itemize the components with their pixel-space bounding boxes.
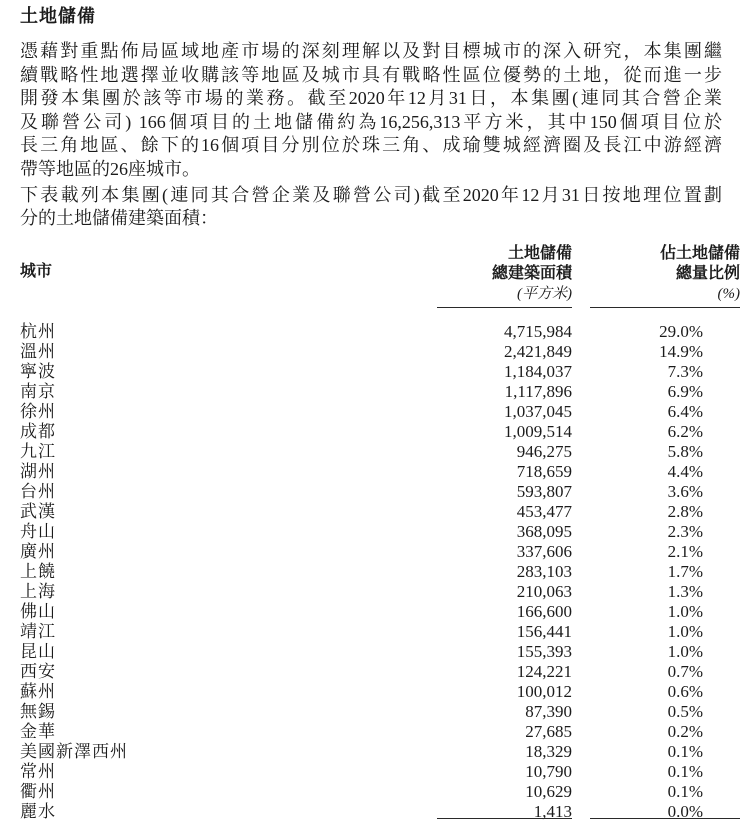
pct-cell: 6.4% (667, 401, 703, 421)
table-row (20, 782, 740, 802)
city-cell: 昆山 (20, 641, 56, 661)
pct-cell: 1.0% (667, 621, 703, 641)
table-row (20, 342, 740, 362)
pct-cell: 2.8% (667, 501, 703, 521)
pct-cell: 0.0% (667, 801, 703, 821)
pct-cell: 1.0% (667, 601, 703, 621)
pct-cell: 0.1% (667, 761, 703, 781)
paragraph-line: 憑藉對重點佈局區域地產市場的深刻理解以及對目標城市的深入研究，本集團繼 (20, 41, 722, 61)
table-row (20, 382, 740, 402)
area-cell: 155,393 (516, 641, 572, 661)
pct-cell: 5.8% (667, 441, 703, 461)
city-cell: 溫州 (20, 341, 56, 361)
city-cell: 金華 (20, 721, 56, 741)
city-cell: 美國新澤西州 (20, 741, 128, 761)
paragraph-line: 帶等地區的26座城市。 (20, 158, 200, 179)
pct-header-line2: 總量比例 (675, 264, 740, 282)
pct-cell: 0.2% (667, 721, 703, 741)
area-cell: 166,600 (516, 601, 572, 621)
city-cell: 武漢 (20, 501, 56, 521)
table-row (20, 462, 740, 482)
area-cell: 10,629 (525, 781, 572, 801)
area-cell: 946,275 (516, 441, 572, 461)
pct-cell: 0.1% (667, 741, 703, 761)
table-row (20, 542, 740, 562)
pct-header-line1: 佔土地儲備 (659, 244, 740, 262)
pct-cell: 1.3% (667, 581, 703, 601)
paragraph-line: 及聯營公司) 166個項目的土地儲備約為16,256,313平方米，其中150個項目位於 (20, 111, 722, 132)
area-cell: 1,117,896 (504, 381, 572, 401)
table-row (20, 642, 740, 662)
city-cell: 無錫 (20, 701, 56, 721)
area-cell: 100,012 (516, 681, 572, 701)
area-bottom-rule (437, 818, 572, 819)
paragraph-line: 下表載列本集團(連同其合營企業及聯營公司)截至2020年12月31日按地理位置劃 (20, 184, 722, 205)
city-cell: 上饒 (20, 561, 56, 581)
table-body (20, 322, 740, 822)
table-row (20, 802, 740, 822)
city-cell: 西安 (20, 661, 56, 681)
table-row (20, 482, 740, 502)
pct-cell: 0.5% (667, 701, 703, 721)
area-cell: 1,184,037 (504, 361, 572, 381)
city-cell: 南京 (20, 381, 56, 401)
pct-cell: 6.9% (667, 381, 703, 401)
area-cell: 1,009,514 (504, 421, 572, 441)
city-cell: 杭州 (20, 321, 56, 341)
table-row (20, 622, 740, 642)
pct-cell: 2.3% (667, 521, 703, 541)
table-row (20, 762, 740, 782)
area-cell: 718,659 (516, 461, 572, 481)
city-cell: 成都 (20, 421, 56, 441)
intro-paragraph (20, 40, 722, 182)
area-cell: 18,329 (525, 741, 572, 761)
table-row (20, 582, 740, 602)
city-cell: 台州 (20, 481, 56, 501)
area-column-header (437, 244, 572, 308)
table-row (20, 442, 740, 462)
table-row (20, 562, 740, 582)
page-title: 土地儲備 (20, 6, 96, 26)
table-row (20, 602, 740, 622)
area-cell: 593,807 (516, 481, 572, 501)
paragraph-line: 續戰略性地選擇並收購該等地區及城市具有戰略性區位優勢的土地，從而進一步 (20, 64, 722, 85)
city-cell: 常州 (20, 761, 56, 781)
pct-cell: 0.6% (667, 681, 703, 701)
pct-cell: 2.1% (667, 541, 703, 561)
pct-cell: 6.2% (667, 421, 703, 441)
area-cell: 453,477 (516, 501, 572, 521)
area-cell: 337,606 (516, 541, 572, 561)
table-row (20, 402, 740, 422)
city-cell: 徐州 (20, 401, 56, 421)
pct-cell: 14.9% (659, 341, 703, 361)
city-cell: 衢州 (20, 781, 56, 801)
area-cell: 1,413 (533, 801, 572, 821)
table-intro-paragraph (20, 184, 722, 231)
area-cell: 2,421,849 (504, 341, 572, 361)
area-cell: 156,441 (516, 621, 572, 641)
city-cell: 廣州 (20, 541, 56, 561)
paragraph-line: 開發本集團於該等市場的業務。截至2020年12月31日，本集團(連同其合營企業 (20, 88, 722, 109)
pct-cell: 1.0% (667, 641, 703, 661)
pct-cell: 7.3% (667, 361, 703, 381)
city-cell: 靖江 (20, 621, 56, 641)
pct-cell: 29.0% (659, 321, 703, 341)
table-row (20, 662, 740, 682)
city-cell: 湖州 (20, 461, 56, 481)
pct-column-header (590, 244, 740, 308)
area-header-line1: 土地儲備 (507, 244, 572, 262)
area-cell: 1,037,045 (504, 401, 572, 421)
pct-cell: 4.4% (667, 461, 703, 481)
area-cell: 124,221 (516, 661, 572, 681)
city-cell: 佛山 (20, 601, 56, 621)
pct-unit-label: (%) (717, 285, 740, 302)
pct-cell: 0.7% (667, 661, 703, 681)
area-cell: 210,063 (516, 581, 572, 601)
paragraph-line: 長三角地區、餘下的16個項目分別位於珠三角、成瑜雙城經濟圈及長江中游經濟 (20, 135, 722, 156)
pct-cell: 0.1% (667, 781, 703, 801)
pct-bottom-rule (590, 818, 740, 819)
city-cell: 麗水 (20, 801, 56, 821)
table-bottom-rules (20, 818, 740, 819)
area-cell: 368,095 (516, 521, 572, 541)
city-cell: 寧波 (20, 361, 56, 381)
area-header-line2: 總建築面積 (491, 264, 572, 282)
table-row (20, 362, 740, 382)
table-row (20, 522, 740, 542)
city-column-header: 城市 (20, 262, 53, 280)
pct-cell: 3.6% (667, 481, 703, 501)
city-cell: 上海 (20, 581, 56, 601)
table-row (20, 722, 740, 742)
area-cell: 283,103 (516, 561, 572, 581)
area-cell: 4,715,984 (504, 321, 572, 341)
table-row (20, 322, 740, 342)
land-reserve-table (20, 244, 740, 819)
table-header (20, 244, 740, 308)
table-row (20, 422, 740, 442)
table-row (20, 702, 740, 722)
area-cell: 10,790 (525, 761, 572, 781)
area-unit-label: (平方米) (517, 285, 572, 302)
paragraph-line: 分的土地儲備建築面積： (20, 208, 218, 229)
city-cell: 舟山 (20, 521, 56, 541)
table-row (20, 682, 740, 702)
city-cell: 蘇州 (20, 681, 56, 701)
table-row (20, 742, 740, 762)
area-cell: 27,685 (525, 721, 572, 741)
table-row (20, 502, 740, 522)
area-cell: 87,390 (525, 701, 572, 721)
city-cell: 九江 (20, 441, 56, 461)
pct-cell: 1.7% (667, 561, 703, 581)
